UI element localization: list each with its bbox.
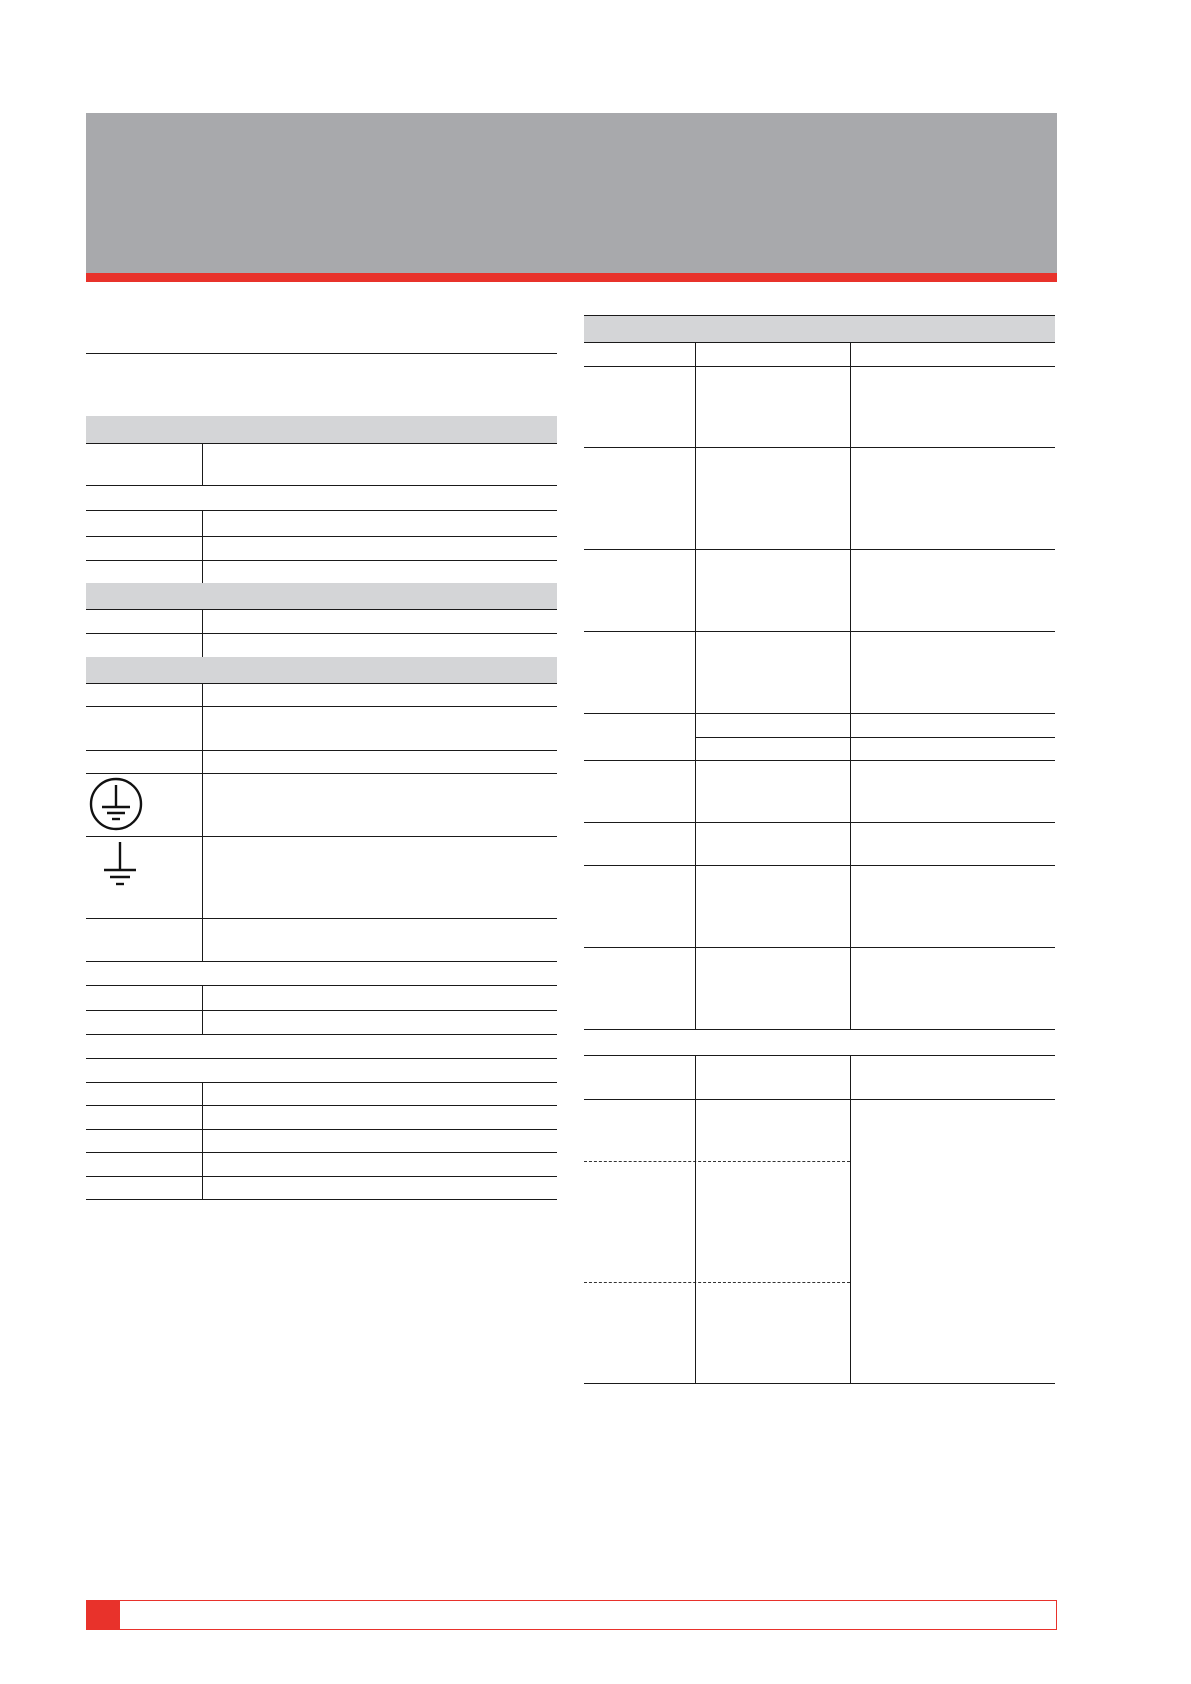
table-row-rule — [584, 865, 1055, 866]
table-column-rule — [850, 342, 851, 1029]
table-row-rule — [86, 1105, 557, 1106]
table-row-rule — [86, 1010, 557, 1011]
table-row-rule — [584, 1099, 1055, 1100]
table-row-rule — [86, 773, 557, 774]
table-row-rule — [86, 443, 557, 444]
table-row-rule — [86, 1058, 557, 1059]
footer-accent-block — [86, 1600, 120, 1630]
header-accent-bar — [86, 273, 1057, 282]
table-row-rule — [86, 1176, 557, 1177]
table-row-rule — [86, 1082, 557, 1083]
right-section-header — [584, 316, 1055, 342]
table-row-rule — [584, 631, 1055, 632]
table-row-rule — [584, 342, 1055, 343]
table-row-rule — [584, 366, 1055, 367]
table-row-rule — [86, 836, 557, 837]
table-row-rule — [86, 750, 557, 751]
table-row-rule — [86, 1034, 557, 1035]
table-row-rule — [86, 706, 557, 707]
table-row-rule — [584, 1029, 1055, 1030]
table-row-rule — [86, 961, 557, 962]
table-column-rule — [202, 510, 203, 583]
section-rule — [86, 353, 557, 354]
table-row-rule — [86, 918, 557, 919]
header-band — [86, 113, 1057, 273]
table-column-rule — [695, 342, 696, 1029]
table-row-rule — [584, 822, 1055, 823]
table-row-rule — [86, 1152, 557, 1153]
table-row-rule — [584, 447, 1055, 448]
table-row-rule — [86, 536, 557, 537]
table-column-rule — [202, 443, 203, 485]
table-column-rule — [850, 1055, 851, 1383]
table-column-rule — [202, 609, 203, 657]
table-row-rule — [86, 1129, 557, 1130]
table-row-rule — [86, 633, 557, 634]
table-row-rule — [86, 485, 557, 486]
section-header-1 — [86, 416, 557, 443]
section-header-2 — [86, 583, 557, 609]
table-row-rule — [584, 1383, 1055, 1384]
table-row-rule — [584, 760, 1055, 761]
table-column-rule — [695, 1055, 696, 1383]
table-row-rule — [86, 510, 557, 511]
table-column-rule — [202, 683, 203, 961]
table-row-rule — [584, 1055, 1055, 1056]
table-row-rule — [86, 1199, 557, 1200]
table-row-rule — [695, 737, 1055, 738]
table-column-rule — [202, 1082, 203, 1199]
table-column-rule — [202, 985, 203, 1035]
table-row-rule — [86, 560, 557, 561]
table-row-rule — [584, 713, 1055, 714]
protective-earth-icon — [88, 776, 144, 832]
earth-ground-icon — [98, 840, 142, 890]
table-row-rule — [584, 549, 1055, 550]
table-row-rule — [584, 947, 1055, 948]
table-row-rule — [86, 683, 557, 684]
table-dashed-rule — [584, 1161, 850, 1162]
section-header-3 — [86, 657, 557, 683]
table-dashed-rule — [584, 1282, 850, 1283]
table-row-rule — [86, 985, 557, 986]
table-row-rule — [86, 609, 557, 610]
footer-bar — [120, 1600, 1057, 1630]
